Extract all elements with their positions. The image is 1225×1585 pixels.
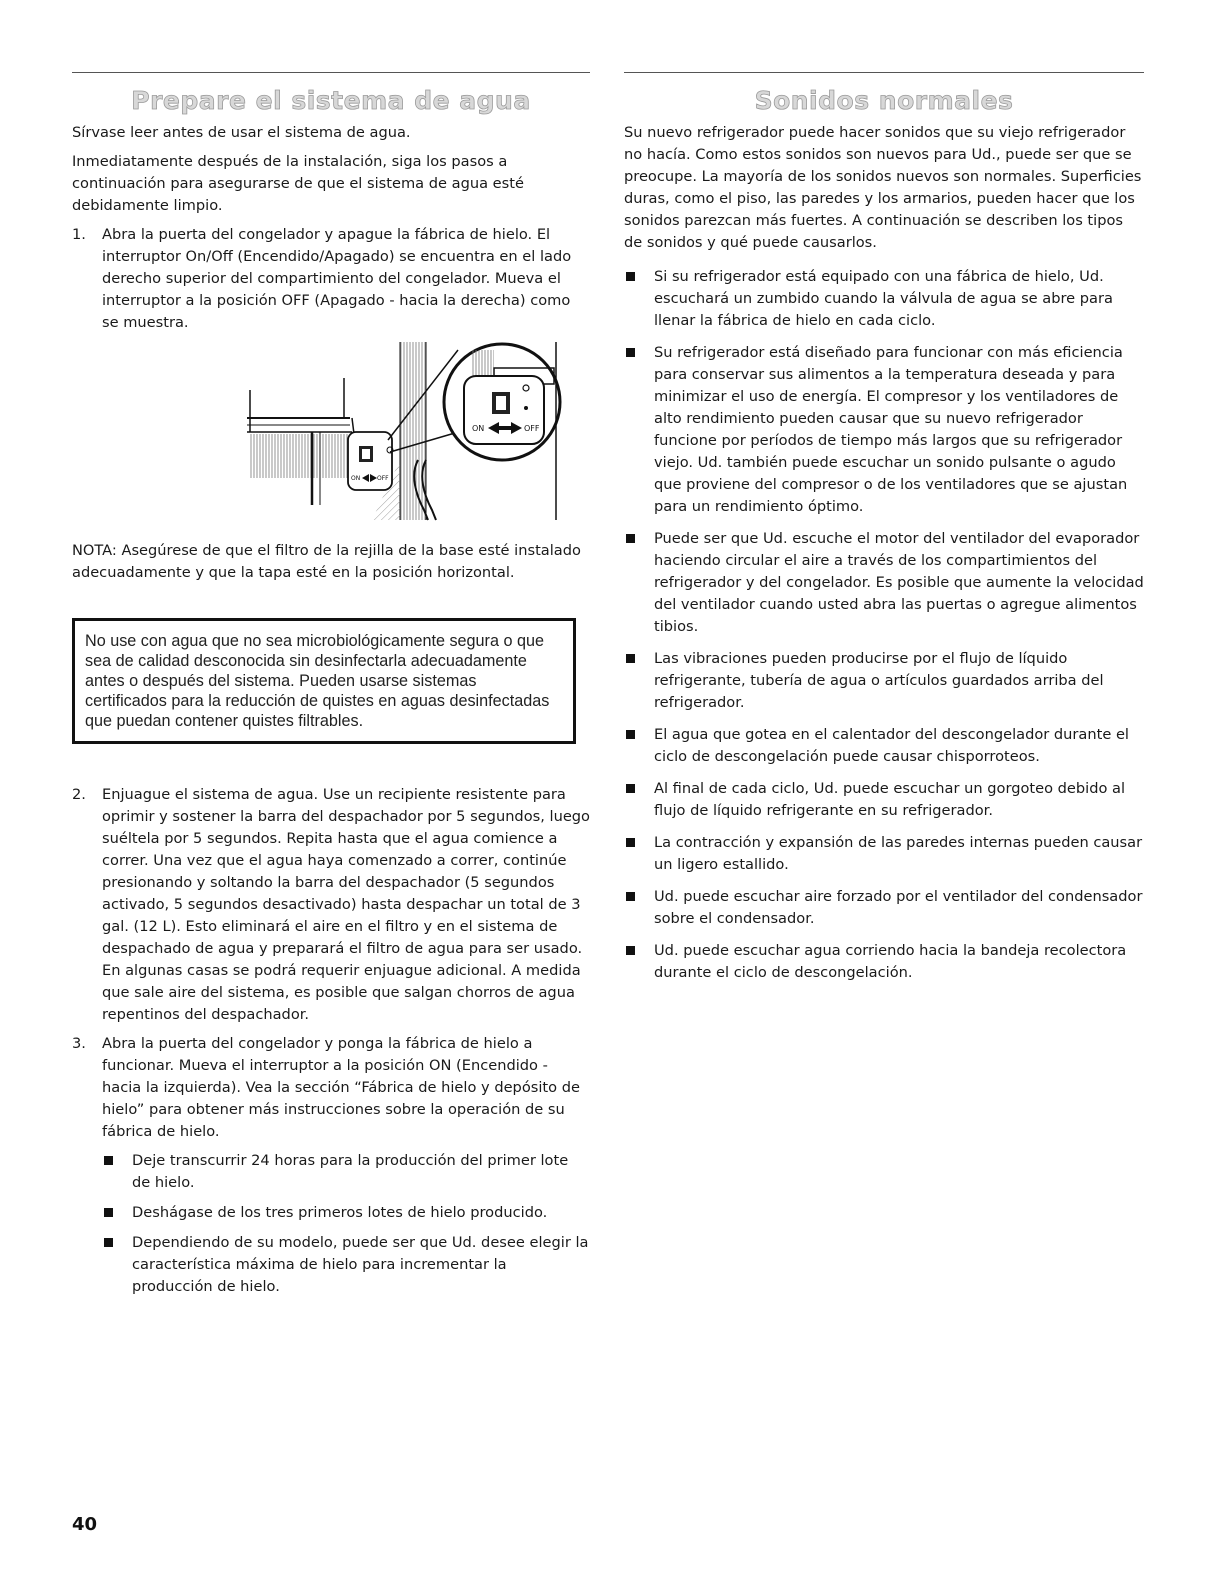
bullet-square-icon bbox=[626, 730, 635, 739]
warning-text: No use con agua que no sea microbiológicamente segura o que sea de calidad desconocida sin desinfectarla adecuadamente antes o después del sistema. Pueden usarse sistemas certificados para la reducción de quistes en aguas desinfectadas que puedan contener quistes filtrables. bbox=[85, 632, 550, 730]
water-system-body bbox=[72, 122, 590, 341]
sound-item-text: Su refrigerador está diseñado para funcionar con más eficiencia para conservar sus alimentos a la temperatura deseada y para minimizar el uso de energía. El compresor y los ventiladores de alto rendimiento pueden causar que su nuevo refrigerador funcione por períodos de tiempo más largos que su refrigerador viejo. Ud. también puede escuchar un sonido pulsante o agudo que proviene del compresor o de los ventiladores que se ajustan para un rendimiento óptimo. bbox=[654, 344, 1128, 515]
step-text: Abra la puerta del congelador y ponga la fábrica de hielo a funcionar. Mueva el interruptor a la posición ON (Encendido - hacia la izquierda). Vea la sección “Fábrica de hielo y depósito de hielo” para obtener más instrucciones sobre la operación de su fábrica de hielo. bbox=[102, 1035, 580, 1140]
intro-read-first: Sírvase leer antes de usar el sistema de agua. bbox=[72, 124, 411, 141]
sound-item bbox=[624, 528, 1144, 638]
bullet-square-icon bbox=[104, 1238, 113, 1247]
steps-list-a bbox=[72, 224, 590, 334]
small-off-label: OFF bbox=[377, 475, 389, 482]
page-number: 40 bbox=[72, 1514, 98, 1535]
step-1 bbox=[72, 224, 590, 334]
sound-item bbox=[624, 648, 1144, 714]
nota-grille-filter: NOTA: Asegúrese de que el filtro de la rejilla de la base esté instalado adecuadamente y que la tapa esté en la posición horizontal. bbox=[72, 542, 581, 581]
bullet-square-icon bbox=[626, 348, 635, 357]
ice-tip bbox=[102, 1150, 590, 1194]
ice-tip bbox=[102, 1232, 590, 1298]
steps-list-b bbox=[72, 784, 590, 1306]
sound-item-text: Ud. puede escuchar aire forzado por el ventilador del condensador sobre el condensador. bbox=[654, 888, 1143, 927]
sound-item-text: El agua que gotea en el calentador del descongelador durante el ciclo de descongelación puede causar chisporroteos. bbox=[654, 726, 1129, 765]
sound-item bbox=[624, 940, 1144, 984]
sound-item-text: Al final de cada ciclo, Ud. puede escuchar un gorgoteo debido al flujo de líquido refrigerante en su refrigerador. bbox=[654, 780, 1126, 819]
small-on-label: ON bbox=[351, 475, 361, 482]
bullet-square-icon bbox=[626, 654, 635, 663]
magnified-off-label: OFF bbox=[524, 424, 540, 433]
step-3 bbox=[72, 1033, 590, 1143]
intro-after-install: Inmediatamente después de la instalación, siga los pasos a continuación para asegurarse de que el sistema de agua esté debidamente limpio. bbox=[72, 153, 524, 214]
bullet-square-icon bbox=[104, 1156, 113, 1165]
normal-sounds-body bbox=[624, 122, 1144, 994]
ice-tip-text: Deje transcurrir 24 horas para la producción del primer lote de hielo. bbox=[132, 1152, 569, 1191]
warning-box bbox=[72, 618, 576, 744]
sounds-list bbox=[624, 266, 1144, 984]
sound-item bbox=[624, 778, 1144, 822]
sound-item bbox=[624, 266, 1144, 332]
bullet-square-icon bbox=[626, 784, 635, 793]
section-heading-water-system: Prepare el sistema de agua bbox=[131, 86, 531, 115]
step-number: 1. bbox=[72, 226, 86, 243]
ice-tip-text: Dependiendo de su modelo, puede ser que Ud. desee elegir la característica máxima de hielo para incrementar la producción de hielo. bbox=[132, 1234, 589, 1295]
step-text: Abra la puerta del congelador y apague la fábrica de hielo. El interruptor On/Off (Encendido/Apagado) se encuentra en el lado derecho superior del compartimiento del congelador. Mueva el interruptor a la posición OFF (Apagado - hacia la derecha) como se muestra. bbox=[102, 226, 572, 331]
bullet-square-icon bbox=[626, 534, 635, 543]
sound-item bbox=[624, 342, 1144, 518]
bullet-square-icon bbox=[626, 892, 635, 901]
step-number: 3. bbox=[72, 1035, 86, 1052]
step-2 bbox=[72, 784, 590, 1026]
ice-maker-switch-drawing bbox=[172, 340, 592, 525]
magnified-on-label: ON bbox=[472, 424, 485, 433]
sound-item-text: Las vibraciones pueden producirse por el flujo de líquido refrigerante, tubería de agua o artículos guardados arriba del refrigerador. bbox=[654, 650, 1104, 711]
section-heading-normal-sounds: Sonidos normales bbox=[754, 86, 1014, 115]
step-number: 2. bbox=[72, 786, 86, 803]
ice-tip bbox=[102, 1202, 590, 1224]
left-column bbox=[72, 0, 590, 1500]
sound-item-text: Si su refrigerador está equipado con una fábrica de hielo, Ud. escuchará un zumbido cuando la válvula de agua se abre para llenar la fábrica de hielo en cada ciclo. bbox=[654, 268, 1113, 329]
right-column bbox=[624, 0, 1144, 1100]
sounds-intro: Su nuevo refrigerador puede hacer sonidos que su viejo refrigerador no hacía. Como estos sonidos son nuevos para Ud., puede ser que se preocupe. La mayoría de los sonidos nuevos son normales. Superficies duras, como el piso, las paredes y los armarios, pueden hacer que los sonidos parezcan más fuertes. A continuación se describen los tipos de sonidos y qué puede causarlos. bbox=[624, 124, 1142, 251]
sound-item bbox=[624, 724, 1144, 768]
sound-item bbox=[624, 832, 1144, 876]
ice-maker-switch-illustration bbox=[172, 340, 592, 525]
bullet-square-icon bbox=[626, 946, 635, 955]
sound-item-text: Puede ser que Ud. escuche el motor del ventilador del evaporador haciendo circular el aire a través de los compartimientos del refrigerador y del congelador. Es posible que aumente la velocidad del ventilador cuando usted abra las puertas o agregue alimentos tibios. bbox=[654, 530, 1144, 635]
bullet-square-icon bbox=[626, 272, 635, 281]
bullet-square-icon bbox=[626, 838, 635, 847]
sound-item-text: Ud. puede escuchar agua corriendo hacia la bandeja recolectora durante el ciclo de descongelación. bbox=[654, 942, 1127, 981]
bullet-square-icon bbox=[104, 1208, 113, 1217]
step-text: Enjuague el sistema de agua. Use un recipiente resistente para oprimir y sostener la barra del despachador por 5 segundos, luego suéltela por 5 segundos. Repita hasta que el agua comience a correr. Una vez que el agua haya comenzado a correr, continúe presionando y soltando la barra del despachador (5 segundos activado, 5 segundos desactivado) hasta despachar un total de 3 gal. (12 L). Esto eliminará el aire en el filtro y en el sistema de despachado de agua y preparará el filtro de agua para ser usado. En algunas casas se podrá requerir enjuague adicional. A medida que sale aire del sistema, es posible que salgan chorros de agua repentinos del despachador. bbox=[102, 786, 590, 1023]
steps-list-b-items bbox=[72, 784, 590, 1143]
sound-item-text: La contracción y expansión de las paredes internas pueden causar un ligero estallido. bbox=[654, 834, 1143, 873]
sound-item bbox=[624, 886, 1144, 930]
ice-tips-list bbox=[72, 1150, 590, 1298]
ice-tip-text: Deshágase de los tres primeros lotes de hielo producido. bbox=[132, 1204, 548, 1221]
